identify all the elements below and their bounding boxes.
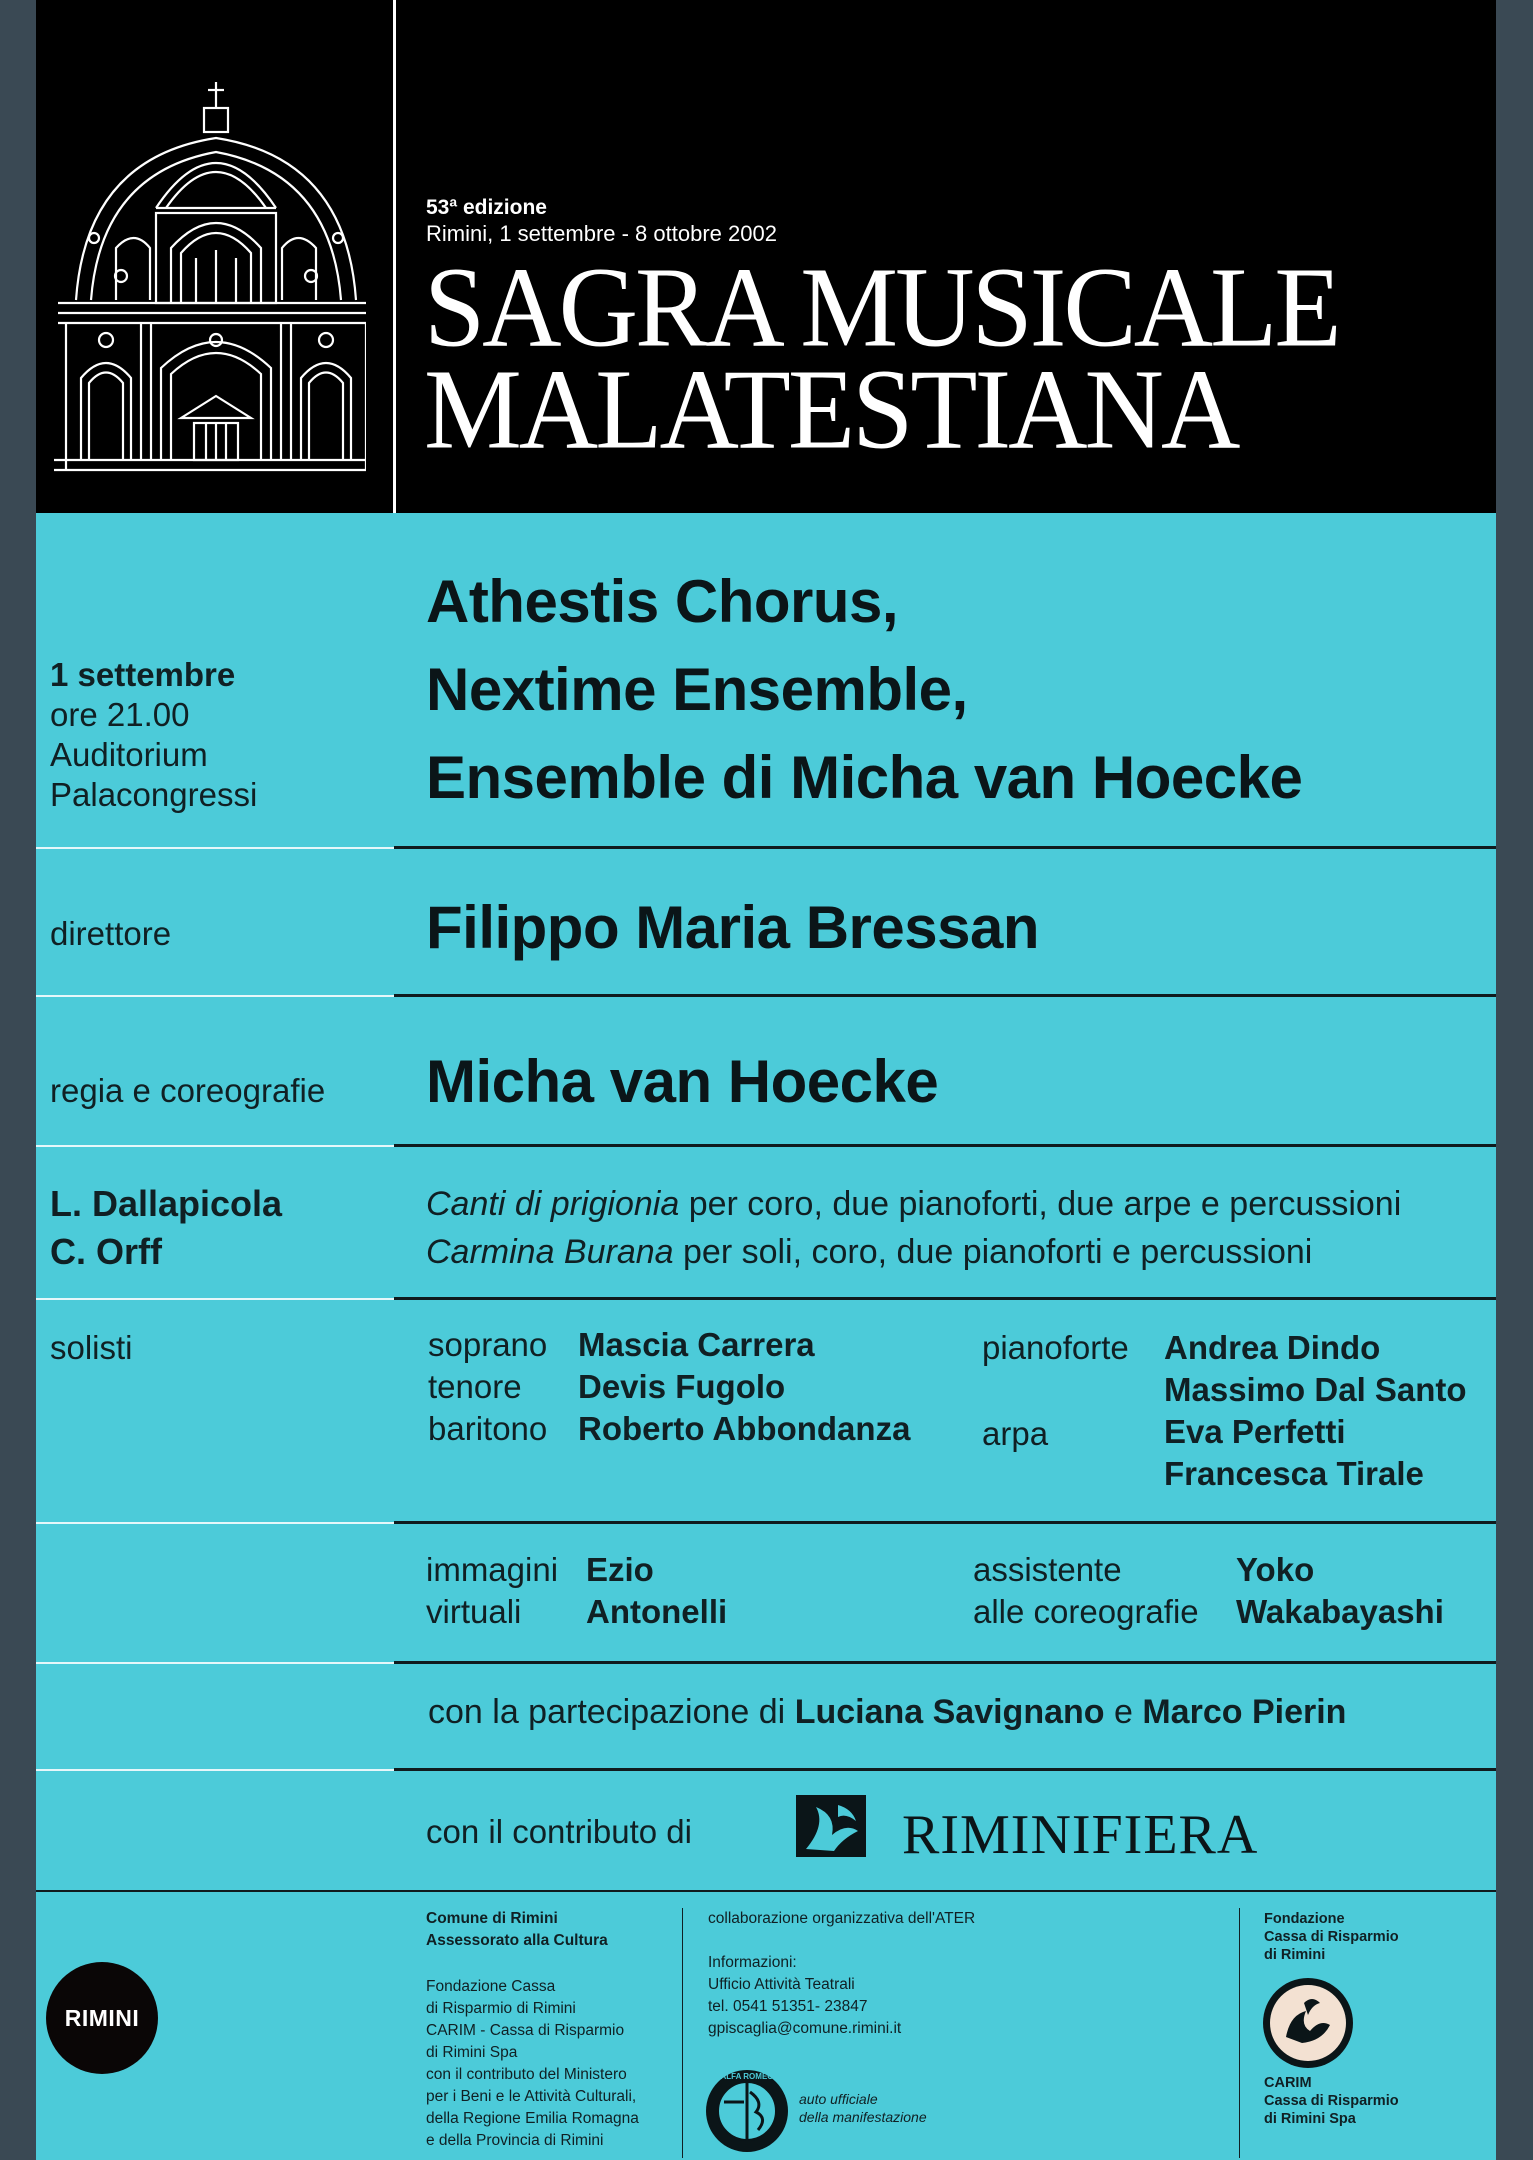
support-line: di Rimini Spa <box>426 2044 518 2061</box>
support-line: con il contributo del Ministero <box>426 2066 627 2083</box>
event-date: 1 settembre <box>50 656 236 693</box>
event-venue-2: Palacongressi <box>50 776 258 813</box>
comune-block <box>426 1908 608 1952</box>
singer-name: Devis Fugolo <box>578 1368 786 1405</box>
assistant-role <box>973 1549 1199 1633</box>
footer-separator <box>682 1908 683 2158</box>
pianist-name: Andrea Dindo <box>1164 1329 1381 1366</box>
staging-name: Micha van Hoecke <box>426 1048 939 1115</box>
support-line: e della Provincia di Rimini <box>426 2132 604 2149</box>
divider <box>36 847 394 849</box>
work-description: per soli, coro, due pianoforti e percussioni <box>673 1233 1313 1271</box>
instrumentalist-names <box>1164 1327 1467 1495</box>
work-title: Carmina Burana <box>426 1233 674 1271</box>
images-role-line: virtuali <box>426 1593 522 1630</box>
divider <box>36 1522 394 1524</box>
composer-2: C. Orff <box>50 1231 162 1272</box>
car-line: auto ufficiale <box>799 2091 878 2107</box>
singer-role: tenore <box>428 1368 522 1405</box>
divider <box>36 1145 394 1147</box>
images-role <box>426 1549 558 1633</box>
piano-role: pianoforte <box>982 1329 1129 1366</box>
assistant-name-line: Yoko <box>1236 1551 1315 1588</box>
support-line: Fondazione Cassa <box>426 1978 556 1995</box>
harp-role: arpa <box>982 1415 1049 1452</box>
assistant-name <box>1236 1549 1444 1633</box>
title-line-1: SAGRA MUSICALE <box>424 243 1339 371</box>
fondazione-block <box>1264 1910 1399 1964</box>
performer-line: Nextime Ensemble, <box>426 656 968 723</box>
support-line: CARIM - Cassa di Risparmio <box>426 2022 625 2039</box>
participation-conj: e <box>1104 1693 1143 1731</box>
divider <box>394 1144 1496 1147</box>
singer-names <box>578 1324 910 1450</box>
ater-line: collaborazione organizzativa dell'ATER <box>708 1910 976 1927</box>
images-role-line: immagini <box>426 1551 559 1588</box>
participant-name: Luciana Savignano <box>794 1693 1105 1731</box>
footer-separator <box>1239 1908 1240 2158</box>
divider <box>36 995 394 997</box>
footer-divider <box>36 1890 1496 1892</box>
images-name-line: Antonelli <box>586 1593 728 1630</box>
info-line: gpiscaglia@comune.rimini.it <box>708 2020 902 2037</box>
composers <box>50 1180 282 1276</box>
program-work-2 <box>426 1228 1312 1276</box>
divider <box>394 1521 1496 1524</box>
harpist-name: Eva Perfetti <box>1164 1413 1346 1450</box>
work-title: Canti di prigionia <box>426 1185 680 1223</box>
riminifiera-logo-icon <box>796 1795 866 1857</box>
info-line: Informazioni: <box>708 1954 797 1971</box>
performer-line: Ensemble di Micha van Hoecke <box>426 744 1303 811</box>
divider <box>36 1662 394 1664</box>
carim-line: Cassa di Risparmio <box>1264 2093 1399 2109</box>
support-block <box>426 1976 639 2152</box>
singer-name: Mascia Carrera <box>578 1326 815 1363</box>
alfa-text: ALFA ROMEO <box>720 2072 774 2081</box>
divider <box>394 1768 1496 1771</box>
festival-title <box>424 243 1339 473</box>
church-dome-icon <box>46 78 366 478</box>
poster-header <box>36 0 1496 513</box>
info-line: Ufficio Attività Teatrali <box>708 1976 855 1993</box>
poster <box>36 0 1496 2160</box>
work-description: per coro, due pianoforti, due arpe e percussioni <box>679 1185 1402 1223</box>
singer-role: soprano <box>428 1326 548 1363</box>
info-block <box>708 1952 901 2040</box>
info-line: tel. 0541 51351- 23847 <box>708 1998 868 2015</box>
header-divider <box>393 0 396 513</box>
event-time: ore 21.00 <box>50 696 190 733</box>
harpist-name: Francesca Tirale <box>1164 1455 1424 1492</box>
carim-seal-icon <box>1260 1975 1356 2071</box>
assistant-role-line: alle coreografie <box>973 1593 1199 1630</box>
assistant-name-line: Wakabayashi <box>1236 1593 1444 1630</box>
divider <box>394 1661 1496 1664</box>
divider <box>394 994 1496 997</box>
event-info <box>50 655 257 815</box>
divider <box>394 1297 1496 1300</box>
support-line: di Risparmio di Rimini <box>426 2000 576 2017</box>
singer-name: Roberto Abbondanza <box>578 1410 911 1447</box>
carim-block <box>1264 2074 1399 2128</box>
fondazione-line: Fondazione <box>1264 1911 1345 1927</box>
assistant-role-line: assistente <box>973 1551 1122 1588</box>
alfa-romeo-logo-icon <box>704 2068 790 2154</box>
support-line: per i Beni e le Attività Culturali, <box>426 2088 637 2105</box>
director-label: direttore <box>50 915 172 952</box>
rimini-badge: RIMINI <box>46 1962 158 2074</box>
support-line: della Regione Emilia Romagna <box>426 2110 639 2127</box>
performers <box>426 558 1302 822</box>
church-logo <box>36 0 394 513</box>
soloists-label: solisti <box>50 1329 133 1366</box>
participation-prefix: con la partecipazione di <box>428 1693 795 1731</box>
fondazione-line: Cassa di Risparmio <box>1264 1929 1399 1945</box>
divider <box>36 1298 394 1300</box>
pianist-name: Massimo Dal Santo <box>1164 1371 1467 1408</box>
images-name-line: Ezio <box>586 1551 654 1588</box>
staging-label: regia e coreografie <box>50 1072 326 1109</box>
composer-1: L. Dallapicola <box>50 1183 283 1224</box>
divider <box>394 846 1496 849</box>
comune-line: Assessorato alla Cultura <box>426 1932 608 1949</box>
car-block <box>799 2090 927 2126</box>
carim-line: di Rimini Spa <box>1264 2111 1356 2127</box>
car-line: della manifestazione <box>799 2109 927 2125</box>
images-name <box>586 1549 727 1633</box>
singer-role: baritono <box>428 1410 548 1447</box>
divider <box>36 1769 394 1771</box>
event-venue-1: Auditorium <box>50 736 208 773</box>
program-work-1 <box>426 1180 1401 1228</box>
title-line-2: MALATESTIANA <box>424 345 1238 473</box>
festival-dates: Rimini, 1 settembre - 8 ottobre 2002 <box>426 221 777 246</box>
sponsor-name: RIMINIFIERA <box>902 1804 1259 1866</box>
edition-label: 53ª edizione <box>426 196 547 219</box>
singer-roles <box>428 1324 547 1450</box>
comune-line: Comune di Rimini <box>426 1910 558 1927</box>
sponsor-prefix: con il contributo di <box>426 1813 692 1850</box>
carim-line: CARIM <box>1264 2075 1312 2091</box>
fondazione-line: di Rimini <box>1264 1947 1326 1963</box>
performer-line: Athestis Chorus, <box>426 568 899 635</box>
director-name: Filippo Maria Bressan <box>426 894 1039 961</box>
participation-line <box>428 1691 1346 1733</box>
participant-name: Marco Pierin <box>1142 1693 1347 1731</box>
